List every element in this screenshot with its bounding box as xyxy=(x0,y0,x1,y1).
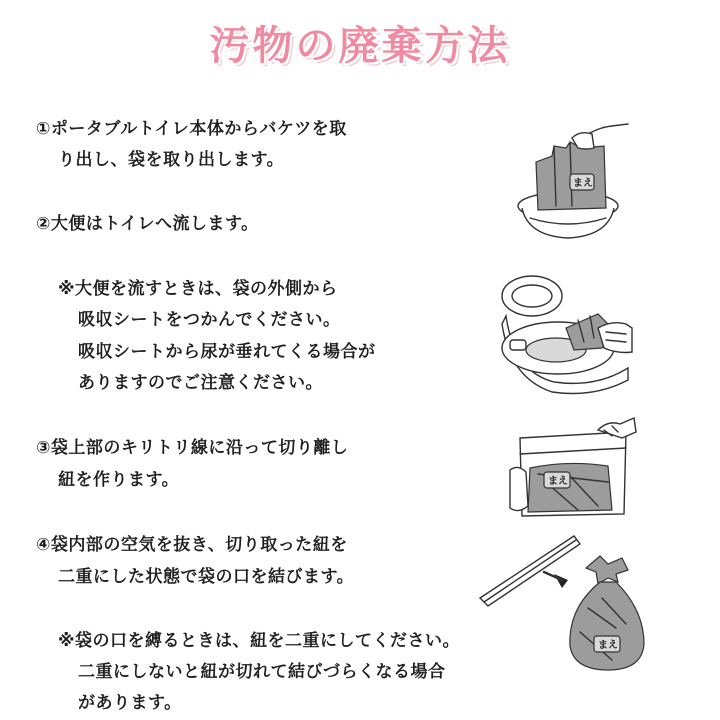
step4-line2: 二重にした状態で袋の口を結びます。 xyxy=(58,567,355,587)
bag-label-3: まえ xyxy=(598,640,618,651)
note2-line1: ※袋の口を縛るときは、紐を二重にしてください。 xyxy=(58,631,461,651)
note2-line2: 二重にしないと紐が切れて結びづらくなる場合 xyxy=(78,662,446,682)
toilet-illustration-icon xyxy=(494,268,634,400)
note1-line3: 吸収シートから尿が垂れてくる場合が xyxy=(78,342,376,362)
note2-line3: があります。 xyxy=(78,693,182,713)
note1-line4: ありますのでご注意ください。 xyxy=(78,373,323,393)
bucket-bag-illustration-icon xyxy=(510,118,630,248)
bag-label-2: まえ xyxy=(548,476,568,487)
note1-line2: 吸収シートをつかんでください。 xyxy=(78,310,341,330)
step3-line1: ③袋上部のキリトリ線に沿って切り離し xyxy=(36,438,349,458)
step1-line1: ①ポータブルトイレ本体からバケツを取 xyxy=(36,119,347,139)
bag-label: まえ xyxy=(573,178,593,189)
page-title: 汚物の廃棄方法 xyxy=(209,23,511,69)
step3-line2: 紐を作ります。 xyxy=(58,470,180,490)
step1-line2: り出し、袋を取り出します。 xyxy=(58,150,285,170)
step4-line1: ④袋内部の空気を抜き、切り取った紐を xyxy=(36,535,348,555)
step2-line1: ②大便はトイレへ流します。 xyxy=(36,214,259,234)
bag-tying-illustration-icon xyxy=(476,528,646,678)
note1-line1: ※大便を流すときは、袋の外側から xyxy=(58,279,338,299)
bag-tearing-illustration-icon xyxy=(508,410,638,522)
